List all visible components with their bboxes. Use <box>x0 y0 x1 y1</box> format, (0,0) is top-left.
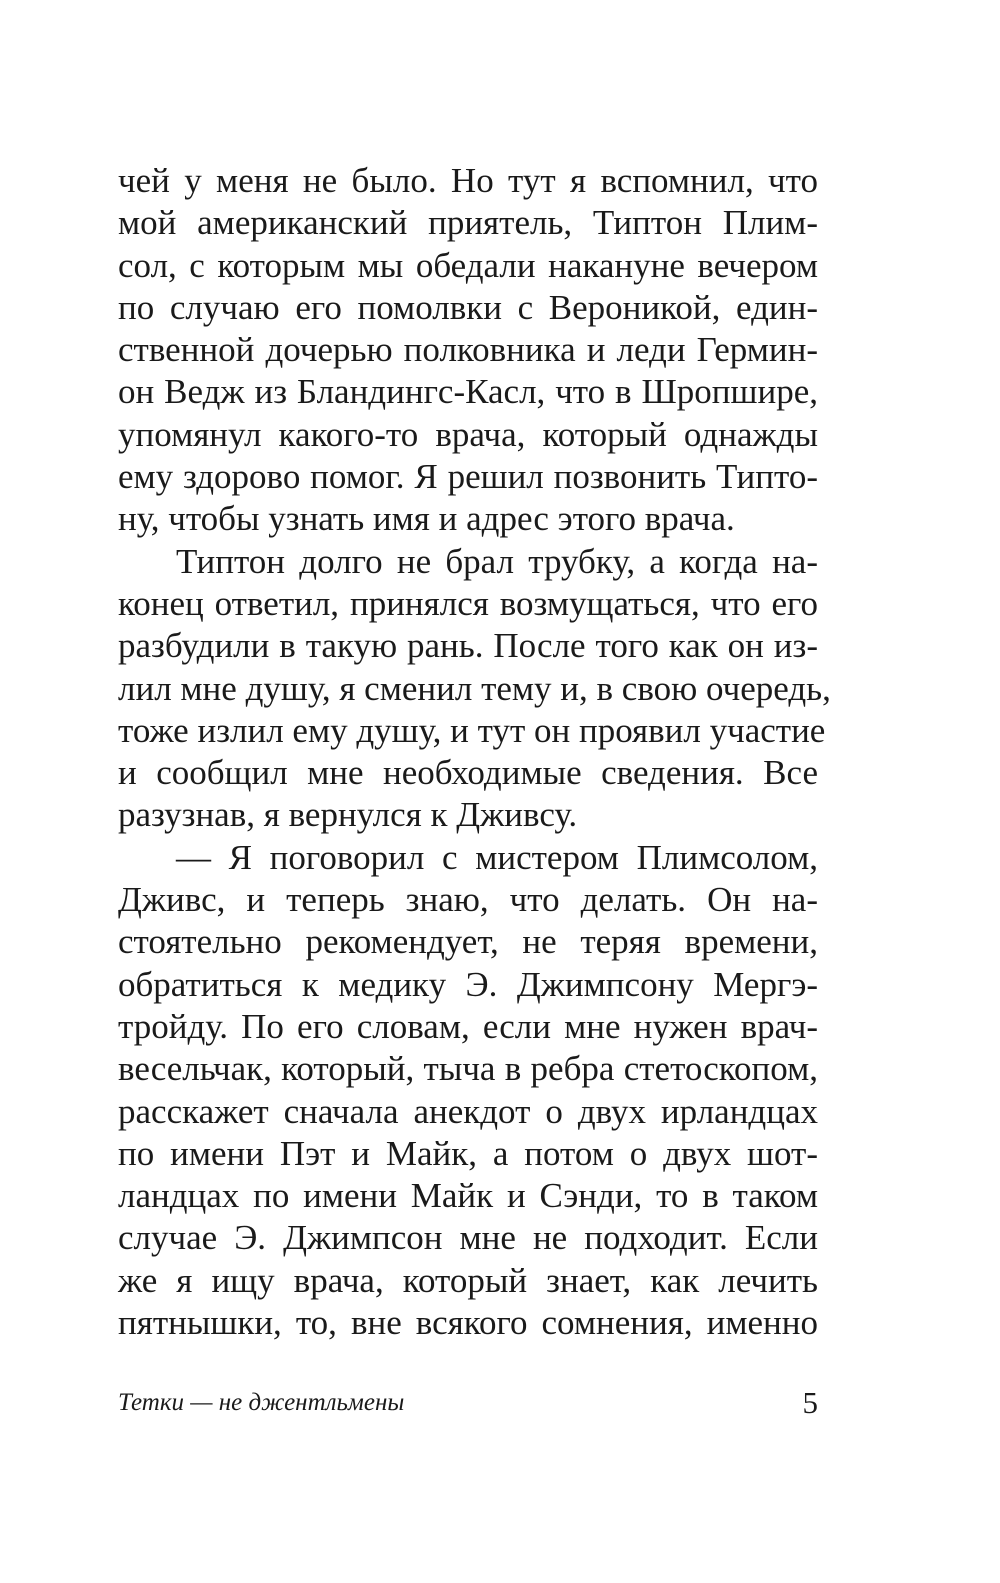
text-line: тройду. По его словам, если мне нужен врач- <box>118 1006 818 1046</box>
text-line: разбудили в такую рань. После того как он из- <box>118 626 818 666</box>
paragraph-2 <box>118 541 831 837</box>
page-number: 5 <box>802 1385 818 1420</box>
text-line: ему здорово помог. Я решил позвонить Типто- <box>118 457 818 497</box>
text-line: он Ведж из Бландингс-Касл, что в Шропшире, <box>118 372 818 412</box>
text-line: стоятельно рекомендует, не теряя времени, <box>118 922 818 962</box>
running-title: Тетки — не джентльмены <box>118 1389 405 1416</box>
text-line: чей у меня не было. Но тут я вспомнил, что <box>118 161 818 200</box>
text-line: лил мне душу, я сменил тему и, в свою очередь, <box>118 668 831 708</box>
text-line: — Я поговорил с мистером Плимсолом, <box>176 837 818 877</box>
text-line: пятнышки, то, вне всякого сомнения, именно <box>118 1303 818 1343</box>
text-line: расскажет сначала анекдот о двух ирландцах <box>118 1091 818 1131</box>
text-line: ственной дочерью полковника и леди Гермин- <box>118 330 818 370</box>
text-line: тоже излил ему душу, и тут он проявил участие <box>118 710 826 750</box>
text-line: Дживс, и теперь знаю, что делать. Он на- <box>118 880 818 920</box>
text-line: и сообщил мне необходимые сведения. Все <box>118 753 818 793</box>
text-line: конец ответил, принялся возмущаться, что его <box>118 583 818 623</box>
text-line: Типтон долго не брал трубку, а когда на- <box>176 541 818 581</box>
text-line: случае Э. Джимпсон мне не подходит. Если <box>118 1218 818 1258</box>
paragraph-3 <box>118 837 818 1345</box>
text-line: мой американский приятель, Типтон Плим- <box>118 203 818 243</box>
text-line: ну, чтобы узнать имя и адрес этого врача. <box>118 499 735 539</box>
text-line: обратиться к медику Э. Джимпсону Мергэ- <box>118 964 818 1004</box>
text-line: упомянул какого-то врача, который однажды <box>118 414 818 454</box>
text-line: разузнав, я вернулся к Дживсу. <box>118 795 578 835</box>
text-line: по случаю его помолвки с Вероникой, един- <box>118 287 818 327</box>
page-footer <box>118 1383 818 1423</box>
text-line: весельчак, который, тыча в ребра стетоскопом, <box>118 1049 818 1089</box>
paragraph-1 <box>118 160 818 541</box>
text-line: сол, с которым мы обедали накануне вечером <box>118 245 818 285</box>
text-line: по имени Пэт и Майк, а потом о двух шот- <box>118 1133 818 1173</box>
text-line: же я ищу врача, который знает, как лечить <box>118 1260 818 1300</box>
text-line: ландцах по имени Майк и Сэнди, то в таком <box>118 1176 818 1216</box>
page-body <box>118 160 831 1344</box>
